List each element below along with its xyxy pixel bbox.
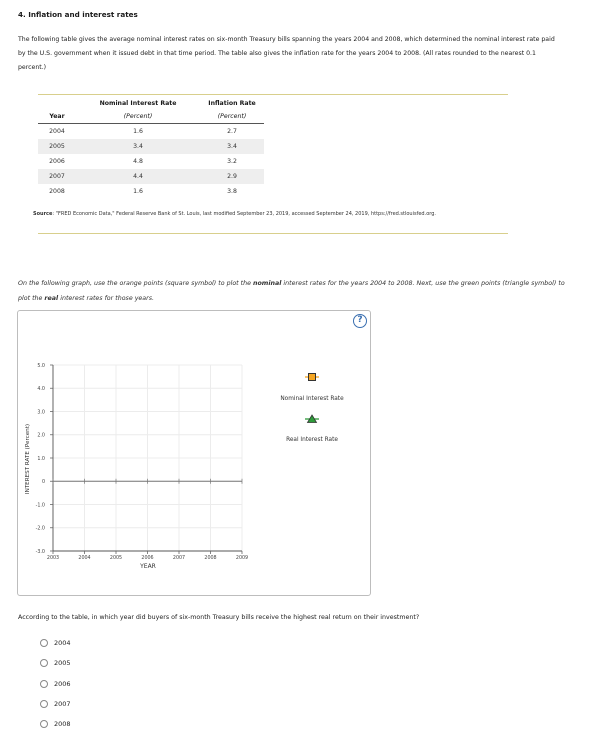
table-cell: 2005 (38, 139, 76, 154)
intro-paragraph: The following table gives the average nominal interest rates on six-month Treasury bills spanning the years 2004 and 2008, which determined the nominal interest rate paid by the U.S. government when it issued debt in that time period. The table also gives the inflation rate for the years 2004 to 2008. (All rates rounded to the nearest 0.1 percent.) (18, 36, 555, 71)
option-label: 2006 (54, 680, 71, 688)
option-label: 2004 (54, 639, 71, 647)
y-tick-label: 0 (41, 480, 45, 486)
question-title: 4. Inflation and interest rates (18, 10, 138, 19)
x-tick-label: 2006 (141, 556, 154, 561)
option-2005[interactable] (40, 659, 71, 667)
option-2007[interactable] (40, 700, 71, 708)
y-tick-label: 2.0 (37, 433, 45, 439)
x-axis-label: YEAR (140, 563, 156, 570)
radio-button[interactable] (40, 659, 48, 667)
chart-grid (53, 365, 242, 551)
table-cell: 2.9 (200, 169, 264, 184)
instr-text-3: interest rates for those years. (58, 295, 155, 302)
instr-bold-nominal: nominal (253, 280, 282, 287)
instr-bold-real: real (44, 295, 59, 302)
option-2006[interactable] (40, 680, 71, 688)
legend (280, 374, 344, 444)
instr-text-1: On the following graph, use the orange points (square symbol) to plot the (18, 280, 253, 287)
table-cell: 2007 (38, 169, 76, 184)
header-nominal: Nominal Interest Rate (99, 99, 177, 107)
radio-button[interactable] (40, 639, 48, 647)
header-nominal-unit: (Percent) (76, 109, 200, 124)
x-tick-label: 2003 (46, 556, 60, 561)
y-tick-label: -2.0 (35, 526, 45, 532)
option-label: 2008 (54, 720, 71, 728)
radio-button[interactable] (40, 700, 48, 708)
radio-button[interactable] (40, 680, 48, 688)
question-2-text: According to the table, in which year did buyers of six-month Treasury bills receive the highest real return on their investment? (18, 614, 420, 621)
y-tick-label: 1.0 (37, 456, 45, 462)
table-cell: 3.4 (76, 139, 200, 154)
y-tick-label: 5.0 (37, 363, 45, 369)
option-label: 2007 (54, 700, 71, 708)
header-year-label: Year (38, 109, 76, 124)
x-tick-label: 2005 (109, 556, 123, 561)
y-tick-label: -3.0 (35, 549, 45, 555)
nominal-point-tool[interactable] (309, 374, 316, 381)
help-icon[interactable]: ? (353, 314, 367, 328)
table-cell: 4.8 (133, 158, 143, 165)
table-cell: 1.6 (133, 128, 143, 135)
instr-text-2: interest rates for the years 2004 to 2008. Next, use the green points (triangle symbol) to plot the (18, 280, 565, 302)
option-label: 2005 (54, 659, 71, 667)
x-tick-label: 2009 (235, 556, 249, 561)
legend-nominal-label: Nominal Interest Rate (280, 396, 344, 402)
x-tick-label: 2007 (172, 556, 186, 561)
table-cell: 3.8 (227, 188, 237, 195)
table-cell: 1.6 (133, 188, 143, 195)
chart-ticks (36, 363, 248, 561)
source-label: Source (33, 211, 53, 217)
y-tick-label: 3.0 (37, 410, 45, 416)
legend-real-label: Real Interest Rate (286, 437, 338, 443)
table-cell: 2004 (49, 128, 65, 135)
header-inflation: Inflation Rate (208, 99, 256, 107)
y-tick-label: -1.0 (35, 503, 45, 509)
header-inflation-unit: (Percent) (200, 109, 264, 124)
source-text: : "FRED Economic Data," Federal Reserve Bank of St. Louis, last modified September 23, 2019, accessed September 24, 2019, https://fred.stlouisfed.org. (52, 211, 436, 217)
option-2008[interactable] (40, 720, 71, 728)
option-2004[interactable] (40, 639, 71, 647)
table-cell: 2008 (49, 188, 65, 195)
table-cell: 3.4 (200, 139, 264, 154)
x-tick-label: 2008 (204, 556, 217, 561)
table-cell: 3.2 (227, 158, 237, 165)
radio-button[interactable] (40, 720, 48, 728)
x-tick-label: 2004 (78, 556, 91, 561)
table-cell: 2006 (49, 158, 65, 165)
table-cell: 2.7 (227, 128, 237, 135)
table-cell: 4.4 (76, 169, 200, 184)
y-axis-label: INTEREST RATE (Percent) (25, 423, 31, 495)
y-tick-label: 4.0 (37, 387, 45, 393)
